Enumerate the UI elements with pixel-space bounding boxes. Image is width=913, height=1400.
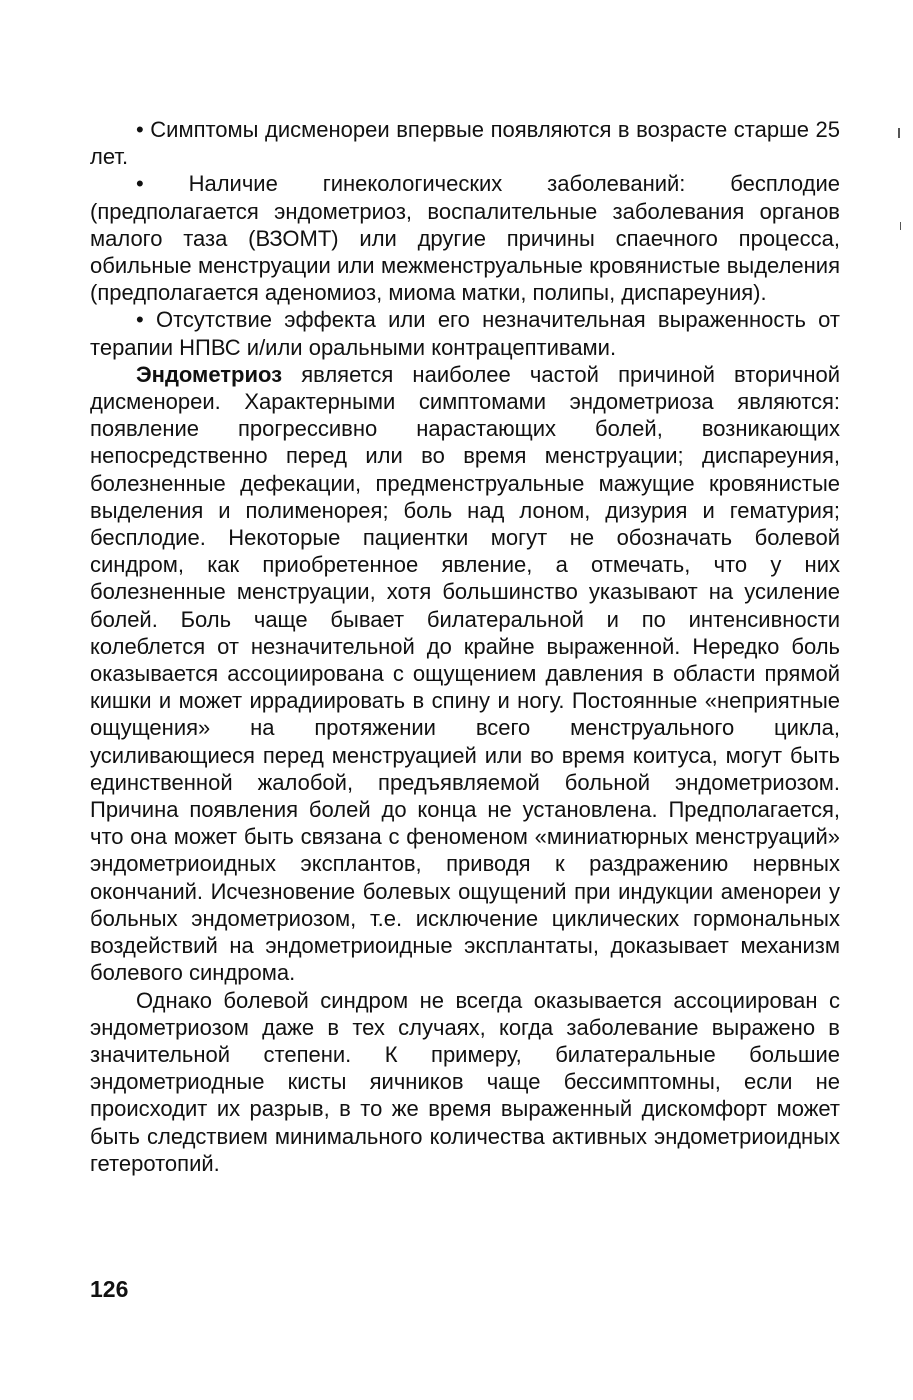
paragraph-endometriosis-text: является наиболее частой причиной вторичной дисменореи. Характерными симптомами эндометриоза являются: появление прогрессивно нарастающих болей, возникающих непосредственно перед или во время менструации; диспареуния, болезненные дефекации, предменструальные мажущие кровянистые выделения и полименорея; боль над лоном, дизурия и гематурия; бесплодие. Некоторые пациентки могут не обозначать болевой синдром, как приобретенное явление, а отмечать, что у них болезненные менструации, хотя большинство указывают на усиление болей. Боль чаще бывает билатеральной и по интенсивности колеблется от незначительной до крайне выраженной. Нередко боль оказывается ассоциирована с ощущением давления в области прямой кишки и может иррадиировать в спину и ногу. Постоянные «неприятные ощущения» на протяжении всего менструального цикла, усиливающиеся перед менструацией или во время коитуса, могут быть единственной жалобой, предъявляемой больной эндометриозом. Причина появления болей до конца не установлена. Предполагается, что она может быть связана с феноменом «миниатюрных менструаций» эндометриоидных эксплантов, приводя к раздражению нервных окончаний. Исчезновение болевых ощущений при индукции аменореи у больных эндометриозом, т.е. исключение циклических гормональных воздействий на эндометриоидные эксплантаты, доказывает механизм болевого синдрома. [90, 361, 840, 986]
page-number: 126 [90, 1276, 129, 1302]
bullet-symptoms-age: • Симптомы дисменореи впервые появляются в возрасте старше 25 лет. [90, 117, 840, 170]
paragraph-endometriosis [90, 361, 840, 987]
scan-edge-mark [900, 222, 901, 230]
paragraph-closing: Однако болевой синдром не всегда оказывается ассоциирован с эндометриозом даже в тех случаях, когда заболевание выражено в значительной степени. К примеру, билатеральные большие эндометриодные кисты яичников чаще бессимптомны, если не происходит их разрыв, в то же время выраженный дискомфорт может быть следствием минимального количества активных эндометриоидных гетеротопий. [90, 987, 840, 1176]
scan-edge-mark [898, 128, 900, 138]
bullet-gynecologic-diseases: • Наличие гинекологических заболеваний: бесплодие (предполагается эндометриоз, воспалительные заболевания органов малого таза (ВЗОМТ) или другие причины спаечного процесса, обильные менструации или межменструальные кровянистые выделения (предполагается аденомиоз, миома матки, полипы, диспареуния). [90, 171, 840, 306]
term-endometriosis: Эндометриоз [136, 361, 283, 387]
bullet-therapy-effect: • Отсутствие эффекта или его незначительная выраженность от терапии НПВС и/или оральными контрацептивами. [90, 307, 840, 360]
page-body [90, 116, 840, 1177]
